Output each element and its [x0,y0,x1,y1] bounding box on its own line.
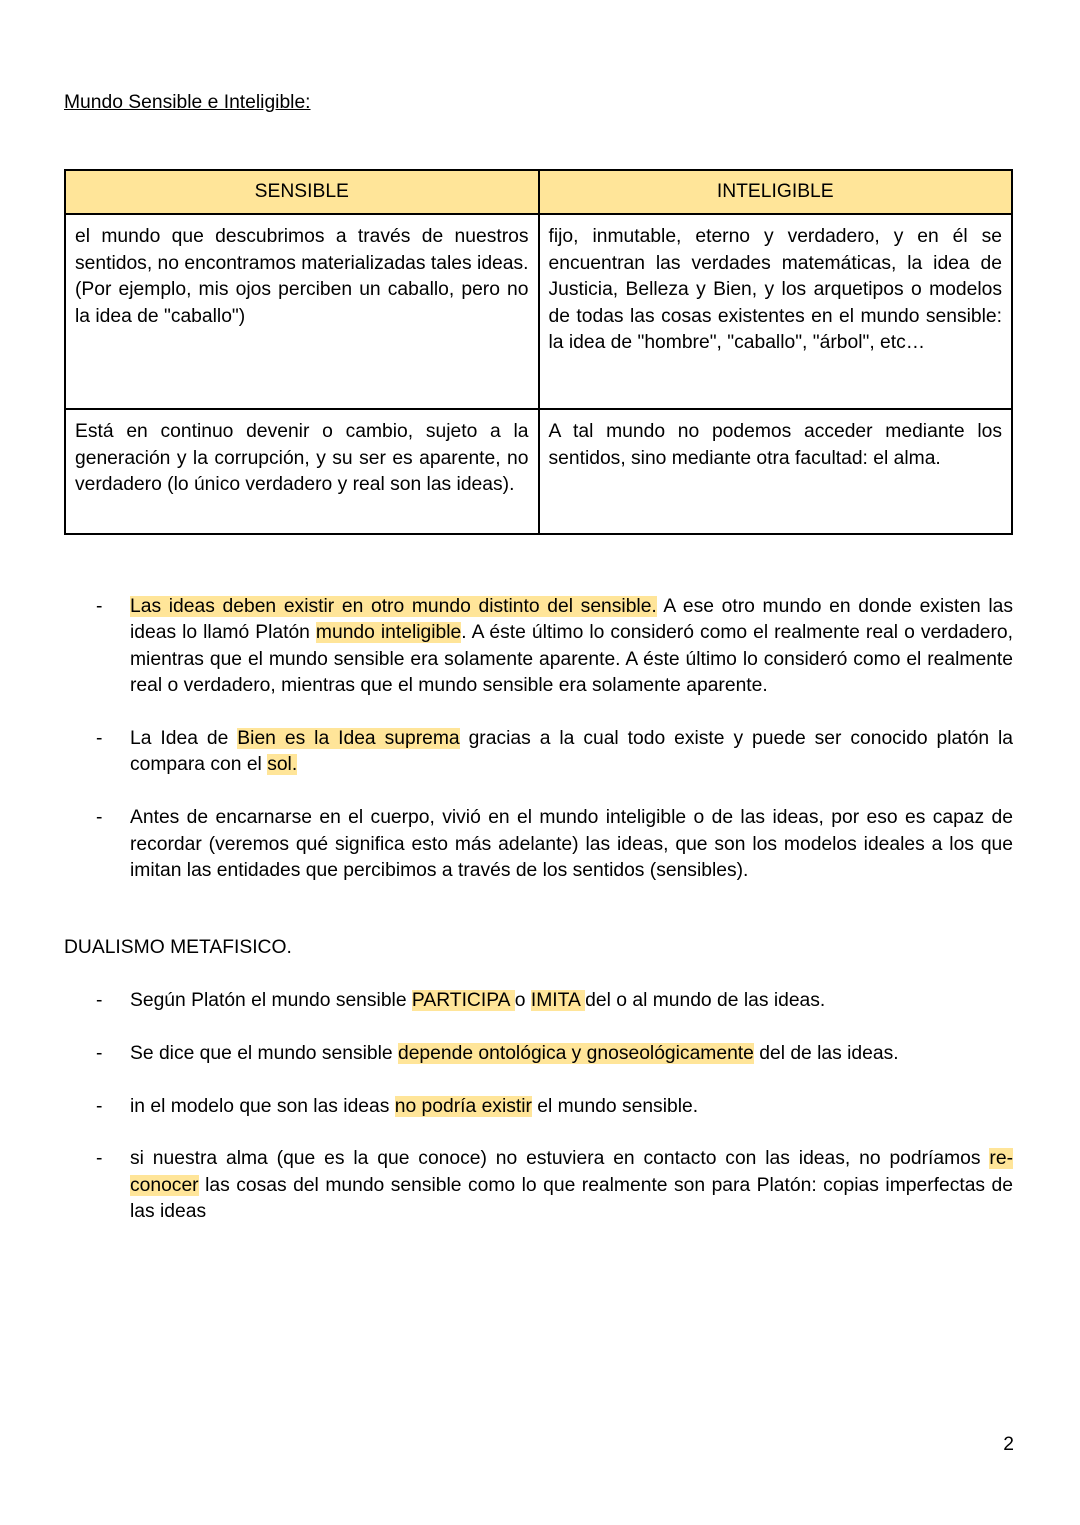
body-text: del o al mundo de las ideas. [585,990,826,1011]
list-item [64,805,1013,884]
body-text: las cosas del mundo sensible como lo que realmente son para Platón: copias imperfectas de las ideas [130,1174,1013,1223]
bullet-dash: - [96,807,103,829]
body-text: el mundo sensible. [531,1095,699,1117]
bullet-dash: - [96,1042,103,1064]
list-item [64,988,1013,1014]
list-item [64,726,1013,779]
header-inteligible: INTELIGIBLE [539,170,1013,214]
highlighted-text: Bien es la Idea suprema [237,728,460,750]
table-cell: A tal mundo no podemos acceder mediante los sentidos, sino mediante otra facultad: el alma. [539,409,1013,534]
highlighted-text: no podría existir [394,1095,532,1117]
body-text: A ese otro mundo en donde existen las ideas lo llamó Platón [130,596,1013,644]
table-header-row [65,170,1012,214]
bullet-dash: - [96,1095,103,1117]
body-text: gracias a la cual todo existe y puede ser conocido platón la compara con el [130,728,1013,776]
body-text: Se dice que el mundo sensible [130,1042,398,1064]
highlighted-text: PARTICIPA [411,990,515,1011]
table-cell: Está en continuo devenir o cambio, sujeto a la generación y la corrupción, y su ser es aparente, no verdadero (lo único verdadero y real son las ideas). [65,409,539,534]
bullet-dash: - [96,596,103,617]
body-text: si nuestra alma (que es la que conoce) no estuviera en contacto con las ideas, no podríamos [130,1148,990,1170]
dualismo-bullet-list [64,988,1013,1252]
body-text: . A éste último lo consideró como el realmente real o verdadero, mientras que el mundo sensible era solamente aparente. A éste último lo consideró como el realmente real o verdadero, mientras que el mundo sensible era solamente aparente. [130,622,1013,697]
page-heading: Mundo Sensible e Inteligible: [64,92,311,113]
highlighted-text: IMITA [530,990,586,1011]
table-cell: el mundo que descubrimos a través de nuestros sentidos, no encontramos materializadas tales ideas. (Por ejemplo, mis ojos perciben un caballo, pero no la idea de "caballo") [65,214,539,409]
table-row [65,409,1012,534]
body-text: La Idea de [130,728,238,750]
list-item [64,1041,1013,1067]
section-title: DUALISMO METAFISICO. [64,937,292,958]
list-item [64,1146,1013,1225]
page-number: 2 [1003,1434,1014,1455]
body-text: Antes de encarnarse en el cuerpo, vivió en el mundo inteligible o de las ideas, por eso es capaz de recordar (veremos qué significa esto más adelante) las ideas, que son los modelos ideales a los que imitan las entidades que percibimos a través de los sentidos (sensibles). [130,807,1013,882]
table-cell: fijo, inmutable, eterno y verdadero, y en él se encuentran las verdades matemáticas, la idea de Justicia, Belleza y Bien, y los arquetipos o modelos de todas las cosas existentes en el mundo sensible: la idea de "hombre", "caballo", "árbol", etc… [539,214,1013,409]
header-sensible: SENSIBLE [65,170,539,214]
bullet-dash: - [96,1148,103,1170]
ideas-bullet-list [64,594,1013,911]
bullet-dash: - [96,990,103,1011]
highlighted-text: re-conocer [130,1148,1013,1196]
body-text: o [514,990,531,1011]
body-text: Según Platón el mundo sensible [130,990,412,1011]
highlighted-text: Las ideas deben existir en otro mundo distinto del sensible. [130,596,657,617]
table-row [65,214,1012,409]
highlighted-text: depende ontológica y gnoseológicamente [397,1042,754,1064]
list-item [64,594,1013,700]
bullet-dash: - [96,728,103,750]
highlighted-text: sol. [267,754,298,776]
highlighted-text: mundo inteligible [315,622,462,644]
comparison-table [64,169,1013,535]
body-text: in el modelo que son las ideas [130,1095,395,1117]
body-text: del de las ideas. [753,1042,899,1064]
list-item [64,1094,1013,1120]
